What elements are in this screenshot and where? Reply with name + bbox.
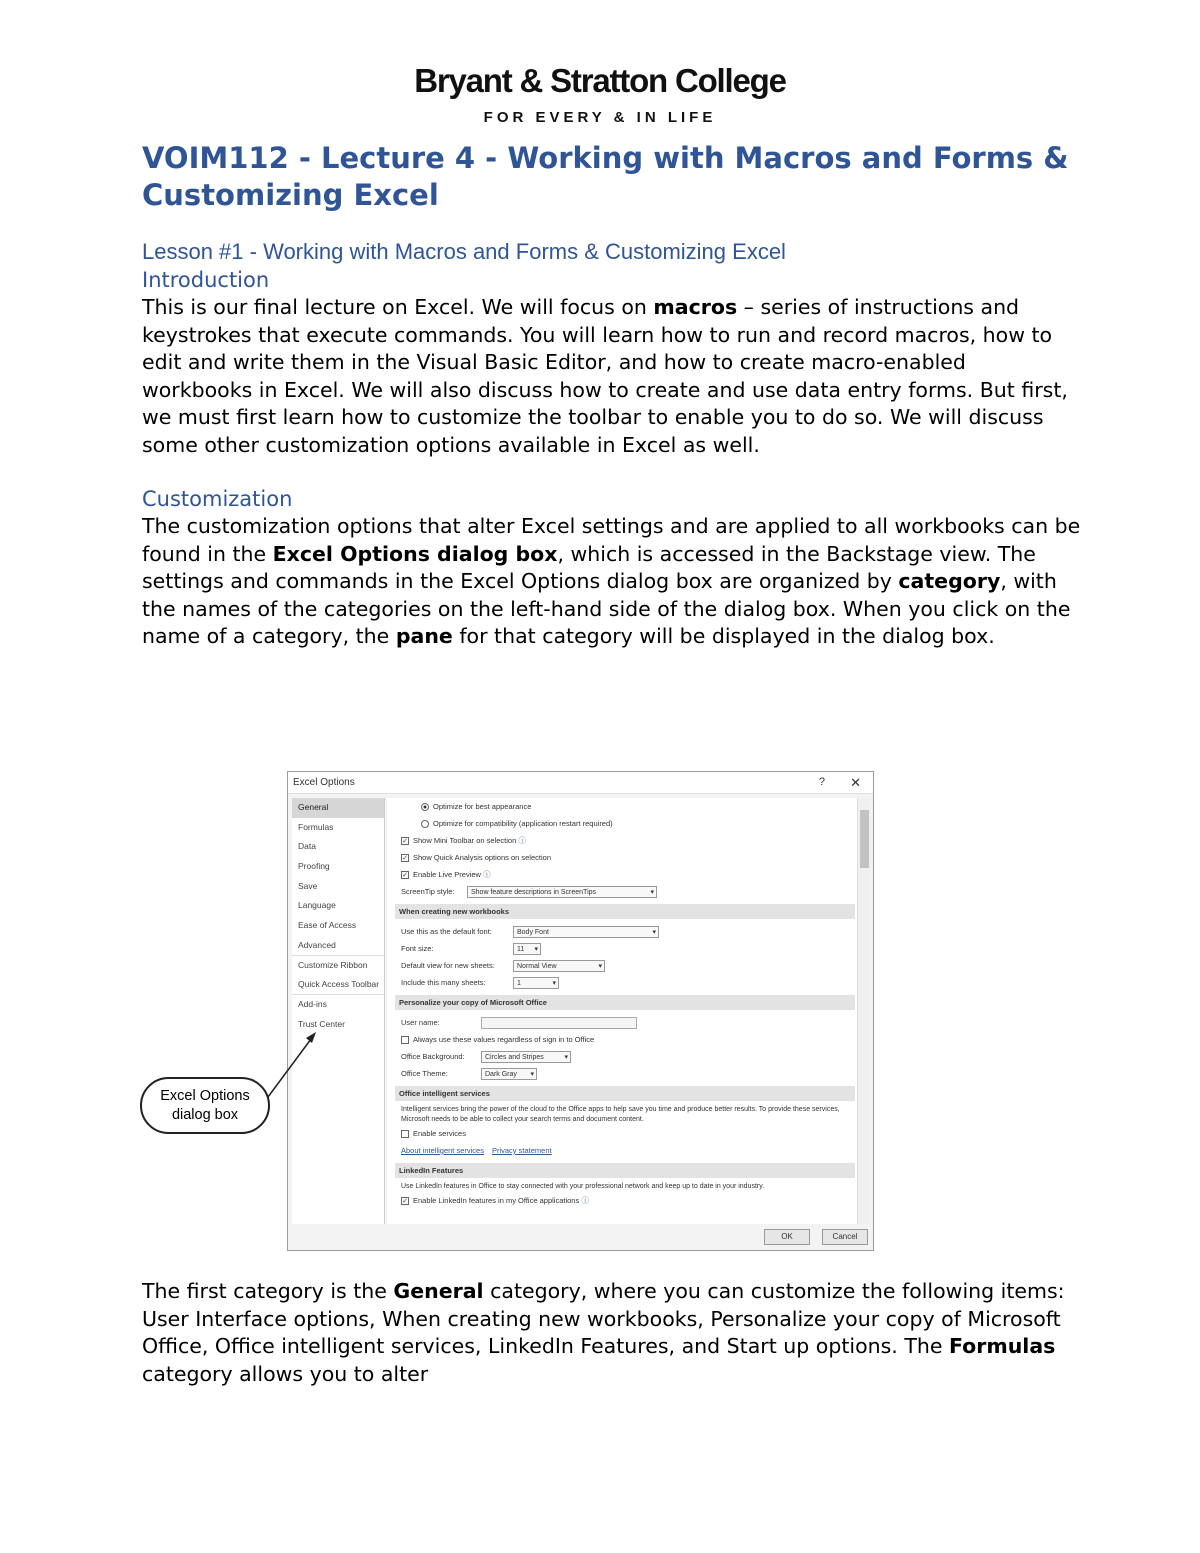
ui-option-best-appearance[interactable]: Optimize for best appearance bbox=[401, 798, 855, 815]
intelligent-services-text: Intelligent services bring the power of the cloud to the Office apps to help save you time and produce better results. To provide these services, Microsoft needs to be able to collect your search terms and document content. bbox=[401, 1106, 840, 1123]
screentip-select[interactable]: Show feature descriptions in ScreenTips ▾ bbox=[467, 886, 657, 898]
linkedin-text: Use LinkedIn features in Office to stay connected with your professional network and keep up to date in your industry. bbox=[401, 1183, 765, 1190]
nav-item-customize-ribbon[interactable]: Customize Ribbon bbox=[298, 959, 368, 970]
nav-item-proofing[interactable]: Proofing bbox=[298, 861, 330, 872]
screentip-row: ScreenTip style: Show feature descriptions in ScreenTips ▾ bbox=[401, 883, 855, 900]
nav-item-general[interactable]: General bbox=[292, 798, 384, 818]
general-pane: Optimize for best appearance Optimize for compatibility (application restart required) ✓Show Mini Toolbar on selection ⓘ ✓Show Quick Analysis options on selection ✓Enable Live Preview ⓘ ScreenTip style: Show feature descriptions in ScreenTips ▾ When creating new workbooks Use this as the default font: Body Font ▾ Font size: 11 ▾ Default view for new sheets: Normal View ▾ Include this many sheets: 1 ▾ Personalize your copy of Microsoft Office User name: Always use these values regardless of sign in to Office Office Background: Circles and Stripes ▾ Office Theme: Dark Gray ▾ Office intelligent services Intelligent services bring the power of the cloud to the Office apps to help save you time and produce better results. To provide these services, Microsoft needs to be able to collect your search terms and document content. Enable services About intelligent services Privacy statement LinkedIn Features Use LinkedIn features in Office to stay connected with your professional network and keep up to date in your industry. ✓Enable LinkedIn features in my Office applications ⓘ bbox=[387, 798, 871, 1226]
live-preview-option[interactable]: ✓Enable Live Preview ⓘ bbox=[401, 866, 855, 883]
nav-item-language[interactable]: Language bbox=[298, 900, 336, 911]
intelligent-services-heading: Office intelligent services bbox=[395, 1086, 855, 1101]
info-icon: ⓘ bbox=[483, 870, 491, 879]
default-view-select[interactable]: Normal View ▾ bbox=[513, 960, 605, 972]
linkedin-heading: LinkedIn Features bbox=[395, 1163, 855, 1178]
default-font-select[interactable]: Body Font ▾ bbox=[513, 926, 659, 938]
privacy-statement-link[interactable]: Privacy statement bbox=[491, 1146, 552, 1155]
nav-item-ease-of-access[interactable]: Ease of Access bbox=[298, 920, 357, 931]
customization-paragraph: The customization options that alter Excel settings and are applied to all workbooks can be found in the Excel Options dialog box, which is accessed in the Backstage view. The settings and commands in the Excel Options dialog box are organized by category, with the names of the categories on the left-hand side of the dialog box. When you click on the name of a category, the pane for that category will be displayed in the dialog box. bbox=[142, 514, 1081, 648]
sheet-count-stepper[interactable]: 1 ▾ bbox=[513, 977, 559, 989]
enable-linkedin-option[interactable]: ✓Enable LinkedIn features in my Office applications ⓘ bbox=[401, 1192, 855, 1209]
close-icon[interactable]: ✕ bbox=[850, 775, 861, 790]
nav-item-quick-access-toolbar[interactable]: Quick Access Toolbar bbox=[292, 975, 384, 995]
dialog-title: Excel Options bbox=[293, 777, 355, 788]
general-category-paragraph: The first category is the General category, where you can customize the following items: User Interface options, When creating new workbooks, Personalize your copy of Microsoft Office, Office intelligent services, LinkedIn Features, and Start up options. The Formulas category allows you to alter bbox=[142, 1279, 1065, 1386]
enable-services-option[interactable]: Enable services bbox=[401, 1125, 855, 1142]
about-intelligent-services-link[interactable]: About intelligent services bbox=[401, 1146, 484, 1155]
quick-analysis-option[interactable]: ✓Show Quick Analysis options on selection bbox=[401, 849, 855, 866]
ok-button[interactable]: OK bbox=[764, 1229, 810, 1245]
intro-heading: Introduction bbox=[142, 268, 270, 292]
ui-option-compatibility[interactable]: Optimize for compatibility (application restart required) bbox=[401, 815, 855, 832]
new-workbooks-heading: When creating new workbooks bbox=[395, 904, 855, 919]
office-theme-select[interactable]: Dark Gray ▾ bbox=[481, 1068, 537, 1080]
general-category-section bbox=[142, 1278, 1082, 1388]
info-icon: ⓘ bbox=[518, 836, 526, 845]
nav-item-trust-center[interactable]: Trust Center bbox=[298, 1018, 345, 1029]
info-icon: ⓘ bbox=[581, 1196, 589, 1205]
nav-item-data[interactable]: Data bbox=[298, 841, 316, 852]
lesson-heading: Lesson #1 - Working with Macros and Forms & Customizing Excel bbox=[142, 239, 786, 264]
mini-toolbar-option[interactable]: ✓Show Mini Toolbar on selection ⓘ bbox=[401, 832, 855, 849]
logo-name: Bryant & Stratton College bbox=[414, 62, 786, 99]
cancel-button[interactable]: Cancel bbox=[822, 1229, 868, 1245]
customization-heading: Customization bbox=[142, 487, 293, 511]
logo-tagline: FOR EVERY & IN LIFE bbox=[483, 109, 717, 126]
page-title: VOIM112 - Lecture 4 - Working with Macros and Forms & Customizing Excel bbox=[142, 141, 1069, 212]
intro-paragraph: This is our final lecture on Excel. We will focus on macros – series of instructions and keystrokes that execute commands. You will learn how to run and record macros, how to edit and write them in the Visual Basic Editor, and how to create macro-enabled workbooks in Excel. We will also discuss how to create and use data entry forms. But first, we must first learn how to customize the toolbar to enable you to do so. We will discuss some other customization options available in Excel as well. bbox=[142, 295, 1068, 457]
font-size-select[interactable]: 11 ▾ bbox=[513, 943, 541, 955]
nav-item-advanced[interactable]: Advanced bbox=[292, 936, 384, 956]
excel-options-callout: Excel Options dialog box bbox=[140, 1077, 270, 1134]
nav-item-add-ins[interactable]: Add-ins bbox=[298, 998, 327, 1009]
personalize-heading: Personalize your copy of Microsoft Office bbox=[395, 995, 855, 1010]
nav-item-save[interactable]: Save bbox=[298, 880, 318, 891]
nav-item-formulas[interactable]: Formulas bbox=[298, 821, 334, 832]
help-icon[interactable]: ? bbox=[818, 776, 825, 788]
office-background-select[interactable]: Circles and Stripes ▾ bbox=[481, 1051, 571, 1063]
always-use-option[interactable]: Always use these values regardless of sign in to Office bbox=[401, 1031, 855, 1048]
